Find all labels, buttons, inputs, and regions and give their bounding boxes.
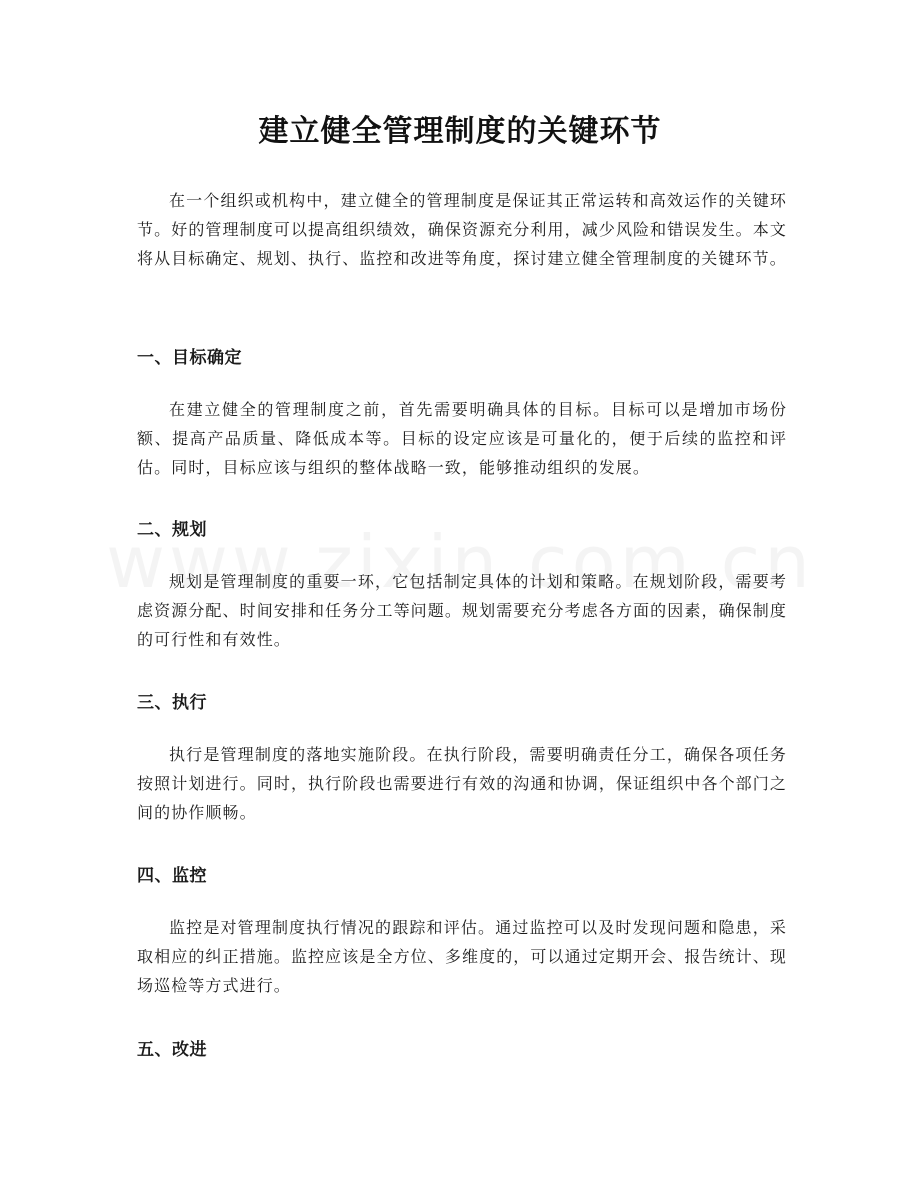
section-heading-monitoring: 四、监控 xyxy=(137,866,207,886)
section-heading-planning: 二、规划 xyxy=(137,520,207,540)
intro-paragraph: 在一个组织或机构中，建立健全的管理制度是保证其正常运转和高效运作的关键环节。好的管理制度可以提高组织绩效，确保资源充分利用，减少风险和错误发生。本文将从目标确定、规划、执行、监控和改进等角度，探讨建立健全管理制度的关键环节。 xyxy=(137,191,787,268)
section-body-goals: 在建立健全的管理制度之前，首先需要明确具体的目标。目标可以是增加市场份额、提高产品质量、降低成本等。目标的设定应该是可量化的，便于后续的监控和评估。同时，目标应该与组织的整体战略一致，能够推动组织的发展。 xyxy=(137,400,787,477)
section-body-planning: 规划是管理制度的重要一环，它包括制定具体的计划和策略。在规划阶段，需要考虑资源分配、时间安排和任务分工等问题。规划需要充分考虑各方面的因素，确保制度的可行性和有效性。 xyxy=(137,572,787,649)
section-heading-goals: 一、目标确定 xyxy=(137,348,242,368)
document-title: 建立健全管理制度的关键环节 xyxy=(258,114,662,149)
section-body-monitoring: 监控是对管理制度执行情况的跟踪和评估。通过监控可以及时发现问题和隐患，采取相应的纠正措施。监控应该是全方位、多维度的，可以通过定期开会、报告统计、现场巡检等方式进行。 xyxy=(137,918,787,995)
section-heading-improvement: 五、改进 xyxy=(137,1040,207,1060)
section-heading-execution: 三、执行 xyxy=(137,693,207,713)
section-body-execution: 执行是管理制度的落地实施阶段。在执行阶段，需要明确责任分工，确保各项任务按照计划进行。同时，执行阶段也需要进行有效的沟通和协调，保证组织中各个部门之间的协作顺畅。 xyxy=(137,745,787,822)
